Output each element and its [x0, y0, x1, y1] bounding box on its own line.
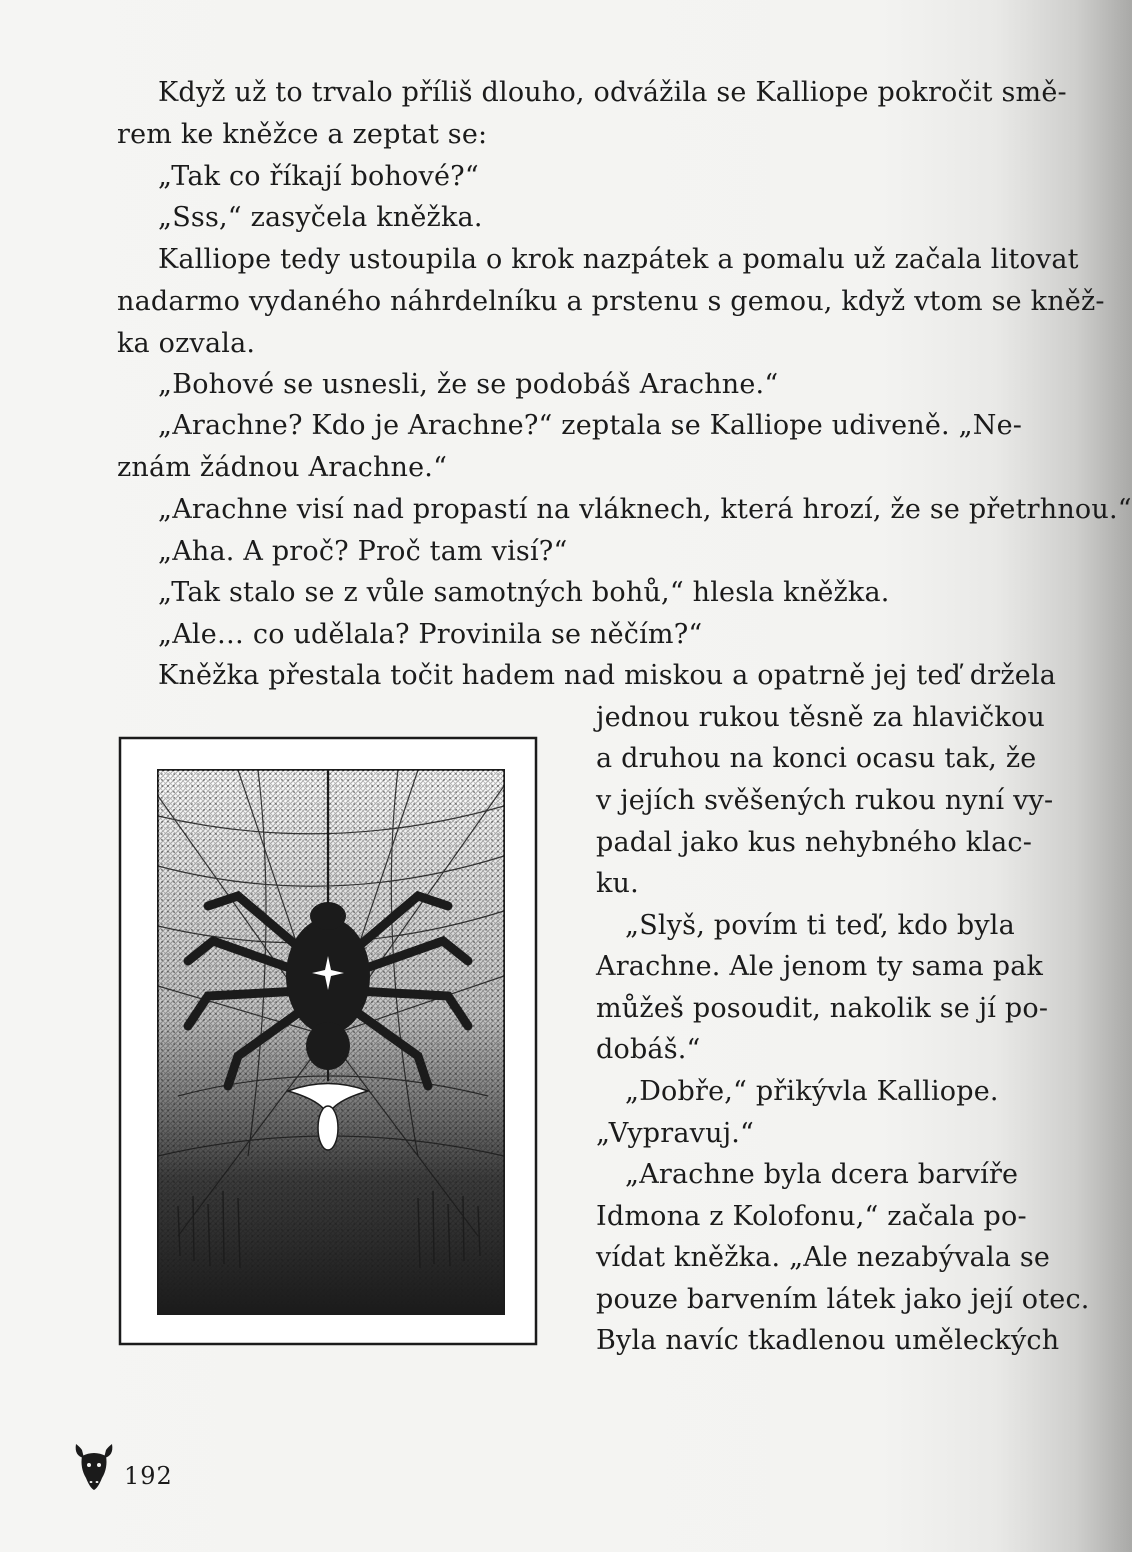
column-text-line: v jejích svěšených rukou nyní vy-: [596, 785, 1054, 816]
column-text-line: ku.: [596, 868, 639, 899]
text-line: Když už to trvalo příliš dlouho, odvážila se Kalliope pokročit smě-: [158, 77, 1067, 108]
text-line: nadarmo vydaného náhrdelníku a prstenu s gemou, když vtom se kněž-: [117, 286, 1105, 317]
column-text-line: Idmona z Kolofonu,“ začala po-: [596, 1201, 1027, 1232]
column-text-line: Byla navíc tkadlenou uměleckých: [596, 1325, 1060, 1356]
text-line: Kalliope tedy ustoupila o krok nazpátek a pomalu už začala litovat: [158, 244, 1079, 275]
column-text-line: „Dobře,“ přikývla Kalliope.: [625, 1076, 999, 1107]
column-text-line: „Arachne byla dcera barvíře: [625, 1159, 1019, 1190]
column-text-line: „Slyš, povím ti teď, kdo byla: [625, 910, 1015, 941]
column-text-line: vídat kněžka. „Ale nezabývala se: [596, 1242, 1051, 1273]
column-text-line: dobáš.“: [596, 1034, 701, 1065]
text-line: Kněžka přestala točit hadem nad miskou a opatrně jej teď držela: [158, 660, 1057, 691]
column-text-line: pouze barvením látek jako její otec.: [596, 1284, 1090, 1315]
spider-web-illustration: [118, 736, 538, 1346]
column-text-line: jednou rukou těsně za hlavičkou: [596, 702, 1046, 733]
column-text-line: Arachne. Ale jenom ty sama pak: [596, 951, 1044, 982]
text-line: „Bohové se usnesli, že se podobáš Arachne.“: [158, 369, 779, 400]
text-line: rem ke kněžce a zeptat se:: [117, 119, 488, 150]
column-text-line: a druhou na konci ocasu tak, že: [596, 743, 1037, 774]
column-text-line: padal jako kus nehybného klac-: [596, 827, 1033, 858]
text-line: „Sss,“ zasyčela kněžka.: [158, 202, 483, 233]
text-line: „Aha. A proč? Proč tam visí?“: [158, 536, 568, 567]
text-line: znám žádnou Arachne.“: [117, 452, 448, 483]
page-number: 192: [124, 1462, 173, 1490]
text-line: „Ale… co udělala? Provinila se něčím?“: [158, 619, 703, 650]
text-line: „Arachne? Kdo je Arachne?“ zeptala se Kalliope udiveně. „Ne-: [158, 410, 1023, 441]
bull-head-icon: [72, 1438, 116, 1492]
text-line: „Tak stalo se z vůle samotných bohů,“ hlesla kněžka.: [158, 577, 890, 608]
text-line: ka ozvala.: [117, 328, 256, 359]
column-text-line: „Vypravuj.“: [596, 1118, 755, 1149]
column-text-line: můžeš posoudit, nakolik se jí po-: [596, 993, 1049, 1024]
text-line: „Arachne visí nad propastí na vláknech, která hrozí, že se přetrhnou.“: [158, 494, 1132, 525]
text-line: „Tak co říkají bohové?“: [158, 161, 479, 192]
